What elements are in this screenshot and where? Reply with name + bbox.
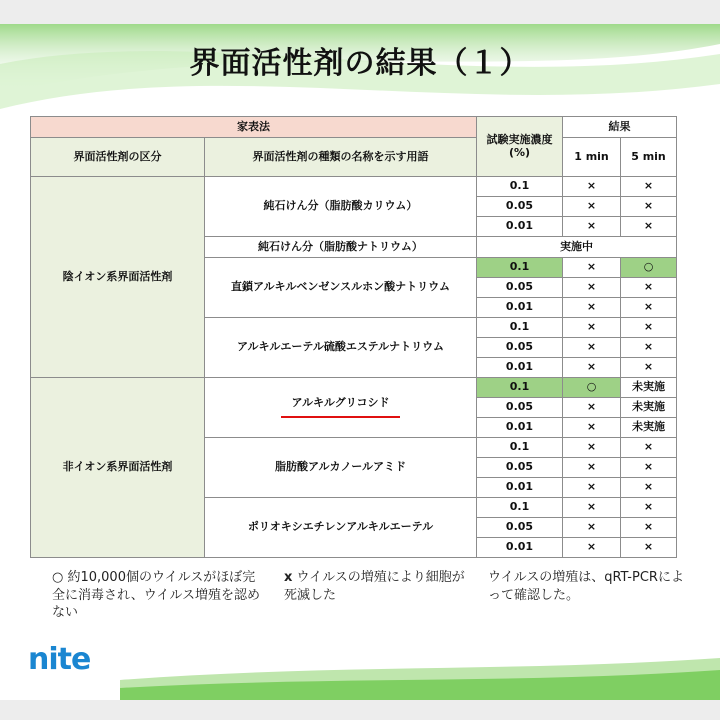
result-1min-cell: × xyxy=(563,458,621,478)
result-5min-cell: × xyxy=(621,438,677,458)
concentration-header: 試験実施濃度 (%) xyxy=(477,117,563,177)
results-table xyxy=(30,116,677,558)
circle-symbol: ○ xyxy=(52,570,64,585)
agent-name-cell: 純石けん分（脂肪酸カリウム） xyxy=(205,177,477,237)
x-symbol: x xyxy=(284,570,293,585)
category-header: 界面活性剤の区分 xyxy=(31,138,205,177)
result-5min-cell: × xyxy=(621,498,677,518)
status-cell: 実施中 xyxy=(477,237,677,258)
five-min-header: 5 min xyxy=(621,138,677,177)
result-1min-cell: × xyxy=(563,217,621,237)
agent-name-cell: 脂肪酸アルカノールアミド xyxy=(205,438,477,498)
result-5min-cell: × xyxy=(621,518,677,538)
agent-name-cell xyxy=(205,378,477,438)
concentration-cell: 0.1 xyxy=(477,438,563,458)
nite-logo: nite xyxy=(28,642,91,677)
agent-name-header: 界面活性剤の種類の名称を示す用語 xyxy=(205,138,477,177)
one-min-header: 1 min xyxy=(563,138,621,177)
category-cell: 非イオン系界面活性剤 xyxy=(31,378,205,558)
result-5min-cell: × xyxy=(621,217,677,237)
agent-name-cell: 直鎖アルキルベンゼンスルホン酸ナトリウム xyxy=(205,258,477,318)
result-1min-cell: × xyxy=(563,518,621,538)
result-1min-cell: × xyxy=(563,177,621,197)
result-1min-cell: × xyxy=(563,298,621,318)
result-1min-cell: × xyxy=(563,438,621,458)
concentration-cell: 0.05 xyxy=(477,197,563,217)
concentration-cell: 0.01 xyxy=(477,418,563,438)
concentration-cell: 0.1 xyxy=(477,498,563,518)
concentration-cell: 0.01 xyxy=(477,538,563,558)
result-5min-cell: × xyxy=(621,197,677,217)
concentration-cell: 0.1 xyxy=(477,378,563,398)
result-1min-cell: × xyxy=(563,478,621,498)
page-title: 界面活性剤の結果（１） xyxy=(189,46,531,81)
concentration-cell: 0.1 xyxy=(477,177,563,197)
result-5min-cell: 未実施 xyxy=(621,378,677,398)
category-cell: 陰イオン系界面活性剤 xyxy=(31,177,205,378)
concentration-cell: 0.01 xyxy=(477,358,563,378)
concentration-cell: 0.05 xyxy=(477,458,563,478)
result-5min-cell: ○ xyxy=(621,258,677,278)
result-5min-cell: × xyxy=(621,318,677,338)
concentration-cell: 0.01 xyxy=(477,217,563,237)
kahyo-header: 家表法 xyxy=(31,117,477,138)
result-5min-cell: × xyxy=(621,278,677,298)
result-5min-cell: × xyxy=(621,358,677,378)
result-5min-cell: × xyxy=(621,177,677,197)
footer-wave-decoration xyxy=(0,654,720,700)
concentration-cell: 0.05 xyxy=(477,338,563,358)
underlined-agent-name: アルキルグリコシド xyxy=(281,397,399,418)
table-header-row xyxy=(31,138,677,177)
result-5min-cell: × xyxy=(621,338,677,358)
result-1min-cell: × xyxy=(563,538,621,558)
result-1min-cell: ○ xyxy=(563,378,621,398)
concentration-cell: 0.1 xyxy=(477,258,563,278)
legend-x xyxy=(284,569,474,604)
result-1min-cell: × xyxy=(563,278,621,298)
result-5min-cell: 未実施 xyxy=(621,418,677,438)
result-5min-cell: × xyxy=(621,458,677,478)
result-header: 結果 xyxy=(563,117,677,138)
concentration-cell: 0.05 xyxy=(477,518,563,538)
result-5min-cell: × xyxy=(621,538,677,558)
slide xyxy=(0,24,720,700)
result-5min-cell: × xyxy=(621,478,677,498)
legend-note: ウイルスの増殖は、qRT-PCRによって確認した。 xyxy=(488,570,684,603)
result-1min-cell: × xyxy=(563,418,621,438)
result-1min-cell: × xyxy=(563,398,621,418)
table-row xyxy=(31,177,677,197)
concentration-cell: 0.1 xyxy=(477,318,563,338)
table-header-row xyxy=(31,117,677,138)
concentration-cell: 0.01 xyxy=(477,298,563,318)
table-row xyxy=(31,378,677,398)
result-5min-cell: × xyxy=(621,298,677,318)
agent-name-cell: 純石けん分（脂肪酸ナトリウム） xyxy=(205,237,477,258)
result-1min-cell: × xyxy=(563,358,621,378)
circle-legend-text: 約10,000個のウイルスがほぼ完全に消毒され、ウイルス増殖を認めない xyxy=(52,570,261,621)
concentration-cell: 0.01 xyxy=(477,478,563,498)
x-legend-text: ウイルスの増殖により細胞が死滅した xyxy=(284,570,465,603)
result-1min-cell: × xyxy=(563,318,621,338)
legend-circle xyxy=(52,569,262,622)
result-1min-cell: × xyxy=(563,197,621,217)
concentration-cell: 0.05 xyxy=(477,398,563,418)
result-5min-cell: 未実施 xyxy=(621,398,677,418)
result-1min-cell: × xyxy=(563,258,621,278)
result-1min-cell: × xyxy=(563,498,621,518)
agent-name-cell: ポリオキシエチレンアルキルエーテル xyxy=(205,498,477,558)
concentration-cell: 0.05 xyxy=(477,278,563,298)
result-1min-cell: × xyxy=(563,338,621,358)
agent-name-cell: アルキルエーテル硫酸エステルナトリウム xyxy=(205,318,477,378)
